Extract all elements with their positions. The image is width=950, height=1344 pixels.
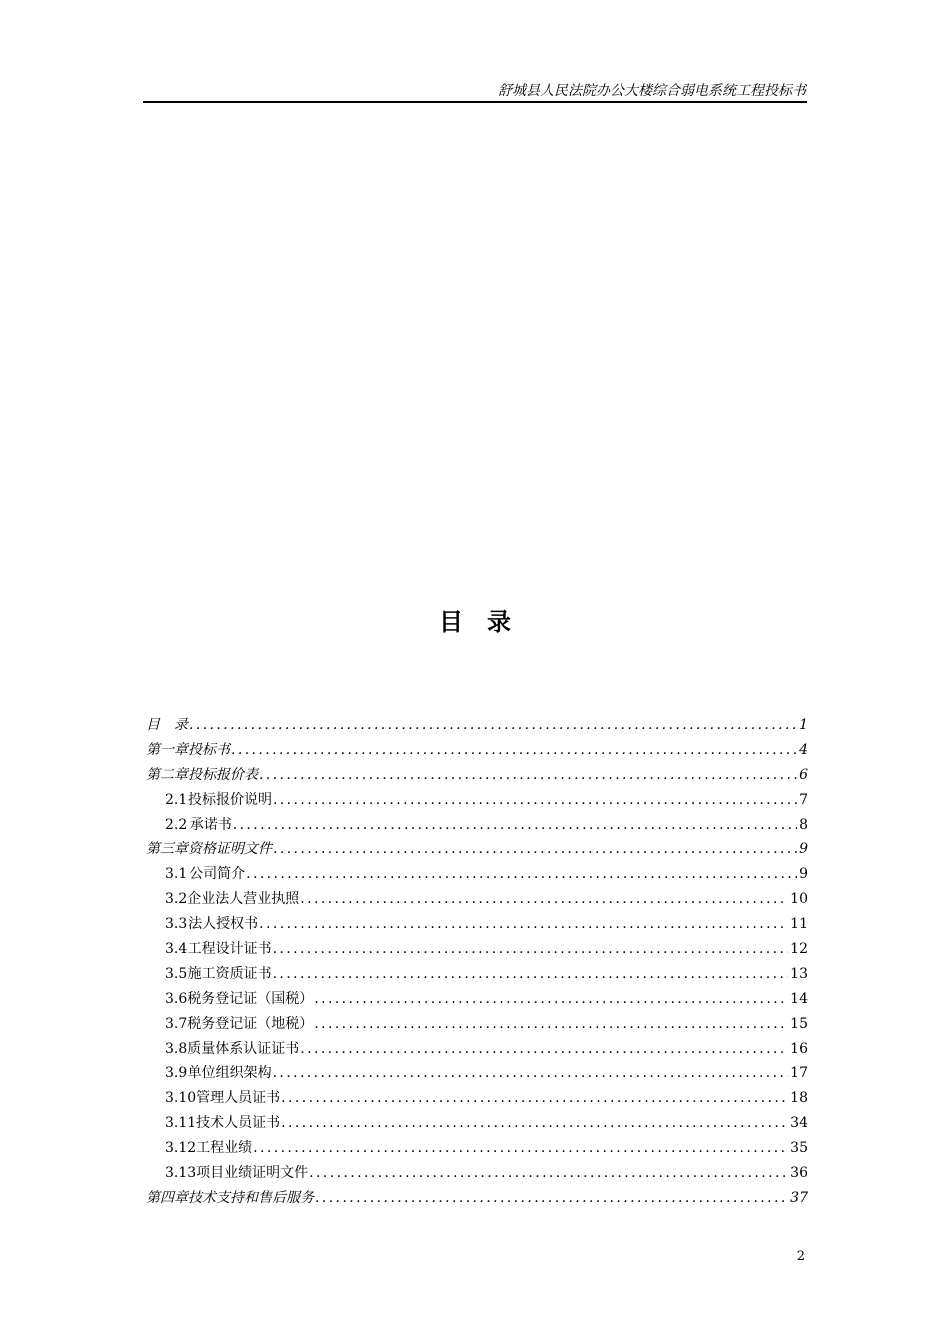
toc-entry-page: 8 bbox=[799, 816, 808, 833]
toc-entry-number: 3.13 bbox=[165, 1165, 197, 1182]
toc-dot-leader bbox=[253, 1136, 788, 1161]
toc-section-entry[interactable] bbox=[146, 1086, 808, 1111]
toc-entry-number: 第三章 bbox=[146, 841, 188, 858]
toc-entry-label: 企业法人营业执照 bbox=[187, 891, 300, 908]
toc-entry-number: 第一章 bbox=[146, 741, 188, 758]
toc-entry-label: 单位组织架构 bbox=[187, 1065, 272, 1082]
toc-entry-page: 1 bbox=[799, 717, 808, 733]
toc-dot-leader bbox=[314, 1012, 788, 1037]
header-rule bbox=[143, 101, 807, 103]
page-number: 2 bbox=[796, 1249, 805, 1264]
toc-dot-leader bbox=[273, 1061, 789, 1086]
toc-entry-label: 税务登记证（国税） bbox=[187, 990, 314, 1007]
toc-section-entry[interactable] bbox=[146, 937, 808, 962]
toc-section-entry[interactable] bbox=[146, 1161, 808, 1186]
toc-section-entry[interactable] bbox=[146, 887, 808, 912]
toc-entry-page: 9 bbox=[799, 866, 808, 883]
toc-section-entry[interactable] bbox=[146, 1136, 808, 1161]
toc-entry-label: 项目业绩证明文件 bbox=[196, 1165, 309, 1182]
toc-section-entry[interactable] bbox=[146, 1012, 808, 1037]
toc-dot-leader bbox=[281, 1111, 788, 1136]
toc-entry-label: 公司简介 bbox=[189, 866, 246, 883]
toc-entry-number: 3.1 bbox=[165, 866, 188, 883]
toc-entry-page: 13 bbox=[790, 965, 808, 982]
toc-section-entry[interactable] bbox=[146, 1037, 808, 1062]
toc-entry-number: 3.11 bbox=[165, 1115, 197, 1132]
toc-dot-leader bbox=[300, 887, 788, 912]
toc-dot-leader bbox=[273, 788, 797, 813]
toc-chapter-entry[interactable] bbox=[146, 837, 808, 862]
toc-entry-label: 工程业绩 bbox=[196, 1140, 253, 1157]
toc-dot-leader bbox=[233, 813, 797, 838]
toc-entry-page: 36 bbox=[790, 1165, 808, 1182]
toc-entry-page: 18 bbox=[790, 1090, 808, 1107]
toc-entry-label: 税务登记证（地税） bbox=[187, 1015, 314, 1032]
toc-dot-leader bbox=[300, 1037, 788, 1062]
toc-entry-page: 34 bbox=[790, 1115, 808, 1132]
toc-entry-page: 12 bbox=[790, 941, 808, 958]
toc-entry-number: 3.2 bbox=[165, 891, 188, 908]
toc-chapter-entry[interactable] bbox=[146, 713, 808, 738]
toc-chapter-entry[interactable] bbox=[146, 738, 808, 763]
toc-dot-leader bbox=[273, 837, 797, 862]
toc-entry-label: 投标书 bbox=[188, 741, 230, 758]
toc-dot-leader bbox=[259, 763, 797, 788]
toc-entry-label: 技术人员证书 bbox=[196, 1115, 281, 1132]
toc-section-entry[interactable] bbox=[146, 912, 808, 937]
toc-entry-page: 35 bbox=[790, 1140, 808, 1157]
toc-entry-label: 投标报价表 bbox=[188, 766, 258, 783]
toc-entry-label: 施工资质证书 bbox=[187, 965, 272, 982]
toc-entry-label: 质量体系认证证书 bbox=[187, 1040, 300, 1057]
toc-dot-leader bbox=[314, 987, 788, 1012]
toc-section-entry[interactable] bbox=[146, 962, 808, 987]
toc-entry-label: 管理人员证书 bbox=[196, 1090, 281, 1107]
toc-dot-leader bbox=[273, 962, 789, 987]
toc-entry-number: 3.12 bbox=[165, 1140, 197, 1157]
toc-entry-number: 第四章 bbox=[146, 1189, 188, 1206]
toc-entry-page: 14 bbox=[790, 990, 808, 1007]
toc-entry-number: 3.3 bbox=[165, 916, 188, 933]
toc-dot-leader bbox=[231, 738, 797, 763]
toc-section-entry[interactable] bbox=[146, 1061, 808, 1086]
toc-dot-leader bbox=[281, 1086, 788, 1111]
toc-entry-label: 资格证明文件 bbox=[188, 841, 272, 858]
toc-entry-page: 4 bbox=[799, 741, 808, 758]
toc-entry-number: 2.1 bbox=[165, 791, 188, 808]
toc-entry-label: 承诺书 bbox=[189, 816, 232, 833]
toc-entry-number: 3.8 bbox=[165, 1040, 188, 1057]
toc-entry-number: 2.2 bbox=[165, 816, 188, 833]
toc-chapter-entry[interactable] bbox=[146, 763, 808, 788]
toc-section-entry[interactable] bbox=[146, 987, 808, 1012]
toc-entry-page: 17 bbox=[790, 1065, 808, 1082]
toc-entry-label: 工程设计证书 bbox=[187, 941, 272, 958]
toc-entry-number: 3.4 bbox=[165, 941, 188, 958]
toc-entry-number: 3.5 bbox=[165, 965, 188, 982]
toc-entry-page: 6 bbox=[799, 766, 808, 783]
toc-entry-page: 10 bbox=[790, 891, 808, 908]
toc-entry-page: 16 bbox=[790, 1040, 808, 1057]
toc-entry-number: 3.6 bbox=[165, 990, 188, 1007]
toc-entry-page: 37 bbox=[790, 1189, 808, 1206]
toc-section-entry[interactable] bbox=[146, 1111, 808, 1136]
toc-entry-page: 7 bbox=[799, 791, 808, 808]
toc-entry-label: 技术支持和售后服务 bbox=[188, 1189, 314, 1206]
toc-dot-leader bbox=[309, 1161, 788, 1186]
toc-entry-page: 11 bbox=[790, 916, 808, 933]
toc-dot-leader bbox=[273, 937, 789, 962]
toc-entry-label: 法人授权书 bbox=[188, 916, 259, 933]
toc-section-entry[interactable] bbox=[146, 862, 808, 887]
toc-section-entry[interactable] bbox=[146, 813, 808, 838]
toc-entry-number: 3.7 bbox=[165, 1015, 188, 1032]
toc-dot-leader bbox=[246, 862, 797, 887]
toc-entry-number: 目 录 bbox=[146, 717, 188, 733]
toc-dot-leader bbox=[189, 713, 797, 738]
toc-entry-number: 3.10 bbox=[165, 1090, 197, 1107]
toc-entry-page: 15 bbox=[790, 1015, 808, 1032]
toc-section-entry[interactable] bbox=[146, 788, 808, 813]
running-header-title: 舒城县人民法院办公大楼综合弱电系统工程投标书 bbox=[498, 83, 806, 99]
toc-dot-leader bbox=[315, 1186, 788, 1211]
table-of-contents bbox=[146, 713, 808, 1211]
toc-entry-label: 投标报价说明 bbox=[187, 791, 272, 808]
toc-heading: 目录 bbox=[439, 608, 535, 636]
toc-entry-number: 3.9 bbox=[165, 1065, 188, 1082]
toc-dot-leader bbox=[259, 912, 788, 937]
toc-chapter-entry[interactable] bbox=[146, 1186, 808, 1211]
toc-entry-number: 第二章 bbox=[146, 766, 188, 783]
toc-entry-page: 9 bbox=[799, 841, 808, 858]
